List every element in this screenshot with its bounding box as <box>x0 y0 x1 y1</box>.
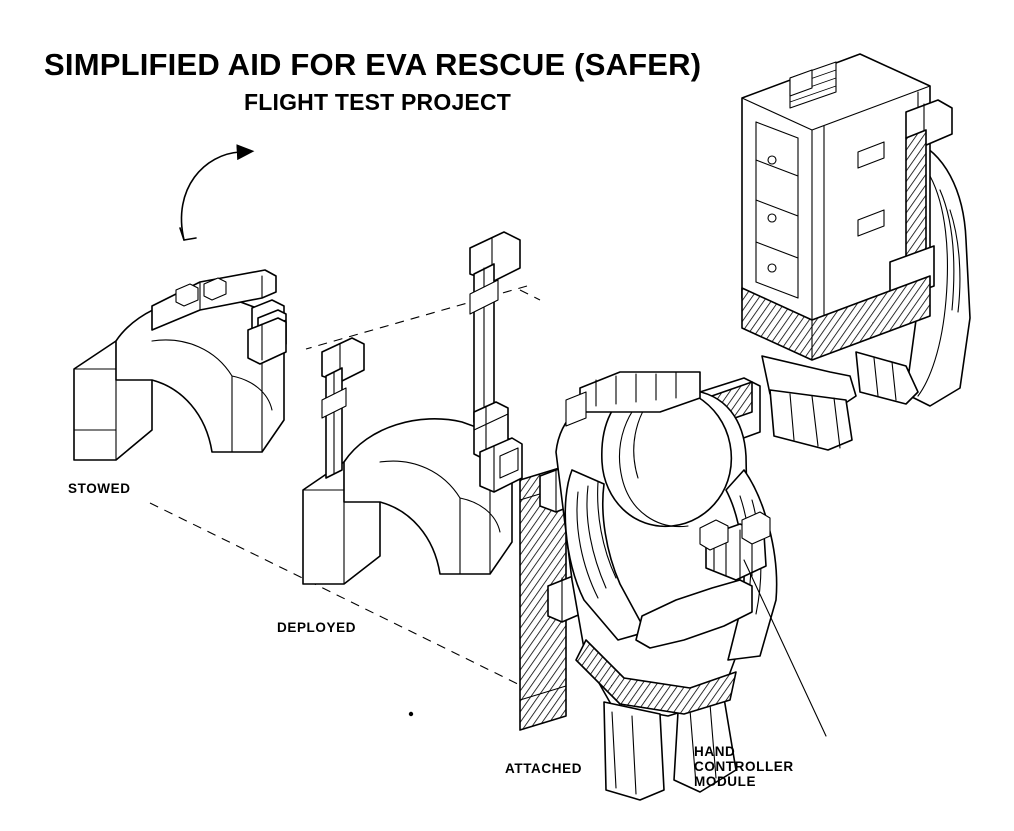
label-attached: ATTACHED <box>505 761 583 776</box>
deployment-arrow-icon <box>180 152 240 240</box>
scan-artifact-dot <box>409 712 413 716</box>
label-stowed: STOWED <box>68 481 131 496</box>
label-hand-controller-line-3: MODULE <box>694 774 757 789</box>
figure-astronaut-back <box>742 54 970 450</box>
label-deployed: DEPLOYED <box>277 620 357 635</box>
page-subtitle: FLIGHT TEST PROJECT <box>244 89 512 115</box>
label-hand-controller-line-1: HAND <box>694 744 736 759</box>
label-hand-controller-line-2: CONTROLLER <box>694 759 794 774</box>
figure-safer-stowed <box>74 270 286 460</box>
page-title: SIMPLIFIED AID FOR EVA RESCUE (SAFER) <box>44 47 702 82</box>
figure-safer-deployed <box>303 232 522 584</box>
figure-astronaut-attached <box>520 372 777 800</box>
label-hand-controller-module <box>694 744 794 789</box>
